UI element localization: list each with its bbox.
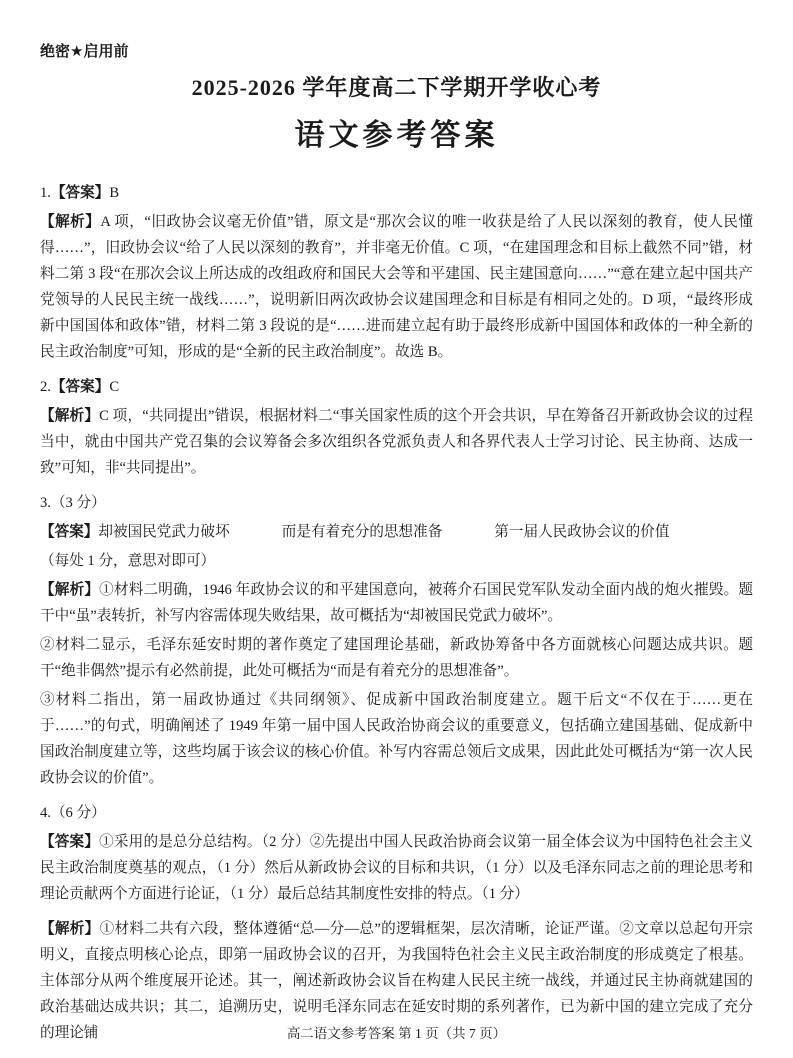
analysis-label: 【解析】	[40, 408, 100, 424]
q3-analysis-3: ③材料二指出，第一届政协通过《共同纲领》、促成新中国政治制度建立。题干后文“不仅在于……更在于……”的句式，明确阐述了 1949 年第一届中国人民政治协商会议的重要意义，包括确立建国基础、促成新中国政治制度建立等，这些均属于该会议的核心价值。补写内容需总领后文成果，因此此处可概括为“第一次人民政协会议的价值”。	[40, 692, 753, 786]
q2-number: 2.	[40, 379, 51, 395]
page-title: 语文参考答案	[294, 119, 499, 152]
q4-analysis-text: ①材料二共有六段，整体遵循“总—分—总”的逻辑框架，层次清晰，论证严谨。②文章以总起句开宗明义，直接点明核心论点，即第一届政协会议的召开，为我国特色社会主义民主政治制度的形成奠定了根基。主体部分从两个维度展开论述。其一，阐述新政协会议旨在构建人民民主统一战线，并通过民主协商就建国的政治基础达成共识；其二，追溯历史，说明毛泽东同志在延安时期的系列著作，已为新中国的建立完成了充分的理论铺	[40, 921, 753, 1041]
q3-answer-blank-3: 第一届人民政协会议的价值	[494, 524, 670, 540]
analysis-label: 【解析】	[40, 214, 101, 230]
q4-answer-line	[40, 829, 753, 907]
q3-answer-blank-1: 却被国民党武力破坏	[98, 524, 230, 540]
answer-label: 【答案】	[50, 185, 110, 201]
q2-answer: C	[109, 379, 120, 395]
q4-answer-text: ①采用的是总分总结构。（2 分）②先提出中国人民政治协商会议第一届全体会议为中国特色社会主义民主政治制度奠基的观点，（1 分）然后从新政协会议的目标和共识，（1 分）以及毛泽东同志之前的理论思考和理论贡献两个方面进行论证，（1 分）最后总结其制度性安排的特点。（1 分）	[40, 834, 753, 902]
q2-analysis-text: C 项，“共同提出”错误，根据材料二“事关国家性质的这个开会共识，早在筹备召开新政协会议的过程当中，就由中国共产党召集的会议筹备会多次组织各党派负责人和各界代表人士学习讨论、民主协商、达成一致”可知，非“共同提出”。	[40, 408, 753, 476]
q2-analysis	[40, 403, 753, 481]
page-footer: 高二语文参考答案 第 1 页（共 7 页）	[286, 1026, 507, 1041]
answer-label: 【答案】	[50, 379, 110, 395]
classification-label: 绝密★启用前	[40, 43, 129, 60]
q3-answer-line	[40, 519, 753, 545]
q1-analysis-text: A 项，“旧政协会议毫无价值”错，原文是“那次会议的唯一收获是给了人民以深刻的教育，使人民懂得……”，旧政协会议“给了人民以深刻的教育”，并非毫无价值。C 项，“在建国理念和目标上截然不同”错，材料二第 3 段“在那次会议上所达成的改组政府和国民大会等和平建国、民主建国意向……”“意在建立起中国共产党领导的人民民主统一战线……”，说明新旧两次政协会议建国理念和目标是有相同之处的。D 项，“最终形成新中国国体和政体”错，材料二第 3 段说的是“……进而建立起有助于最终形成新中国国体和政体的一种全新的民主政治制度”可知，形成的是“全新的民主政治制度”。故选 B。	[40, 214, 753, 360]
q3-analysis-2: ②材料二显示，毛泽东延安时期的著作奠定了建国理论基础，新政协筹备中各方面就核心问题达成共识。题干“绝非偶然”提示有必然前提，此处可概括为“而是有着充分的思想准备”。	[40, 637, 753, 679]
analysis-label: 【解析】	[40, 921, 100, 937]
q3-analysis-1	[40, 577, 753, 629]
q3-header: 3.（3 分）	[40, 495, 106, 511]
answer-label: 【答案】	[40, 524, 99, 540]
q3-answer-blank-2: 而是有着充分的思想准备	[281, 524, 443, 540]
q1-analysis	[40, 209, 753, 365]
analysis-label: 【解析】	[40, 582, 100, 598]
q1-answer-line	[40, 180, 753, 206]
answer-body	[40, 180, 753, 1046]
q1-number: 1.	[40, 185, 51, 201]
q2-answer-line	[40, 374, 753, 400]
q3-scoring-note: （每处 1 分，意思对即可）	[40, 553, 216, 569]
q3-analysis-1-text: ①材料二明确，1946 年政协会议的和平建国意向，被蒋介石国民党军队发动全面内战的炮火摧毁。题干中“虽”表转折，补写内容需体现失败结果，故可概括为“却被国民党武力破坏”。	[40, 582, 753, 624]
q1-answer: B	[109, 185, 120, 201]
q4-header: 4.（6 分）	[40, 805, 106, 821]
answer-label: 【答案】	[40, 834, 100, 850]
exam-title: 2025-2026 学年度高二下学期开学收心考	[191, 75, 602, 100]
